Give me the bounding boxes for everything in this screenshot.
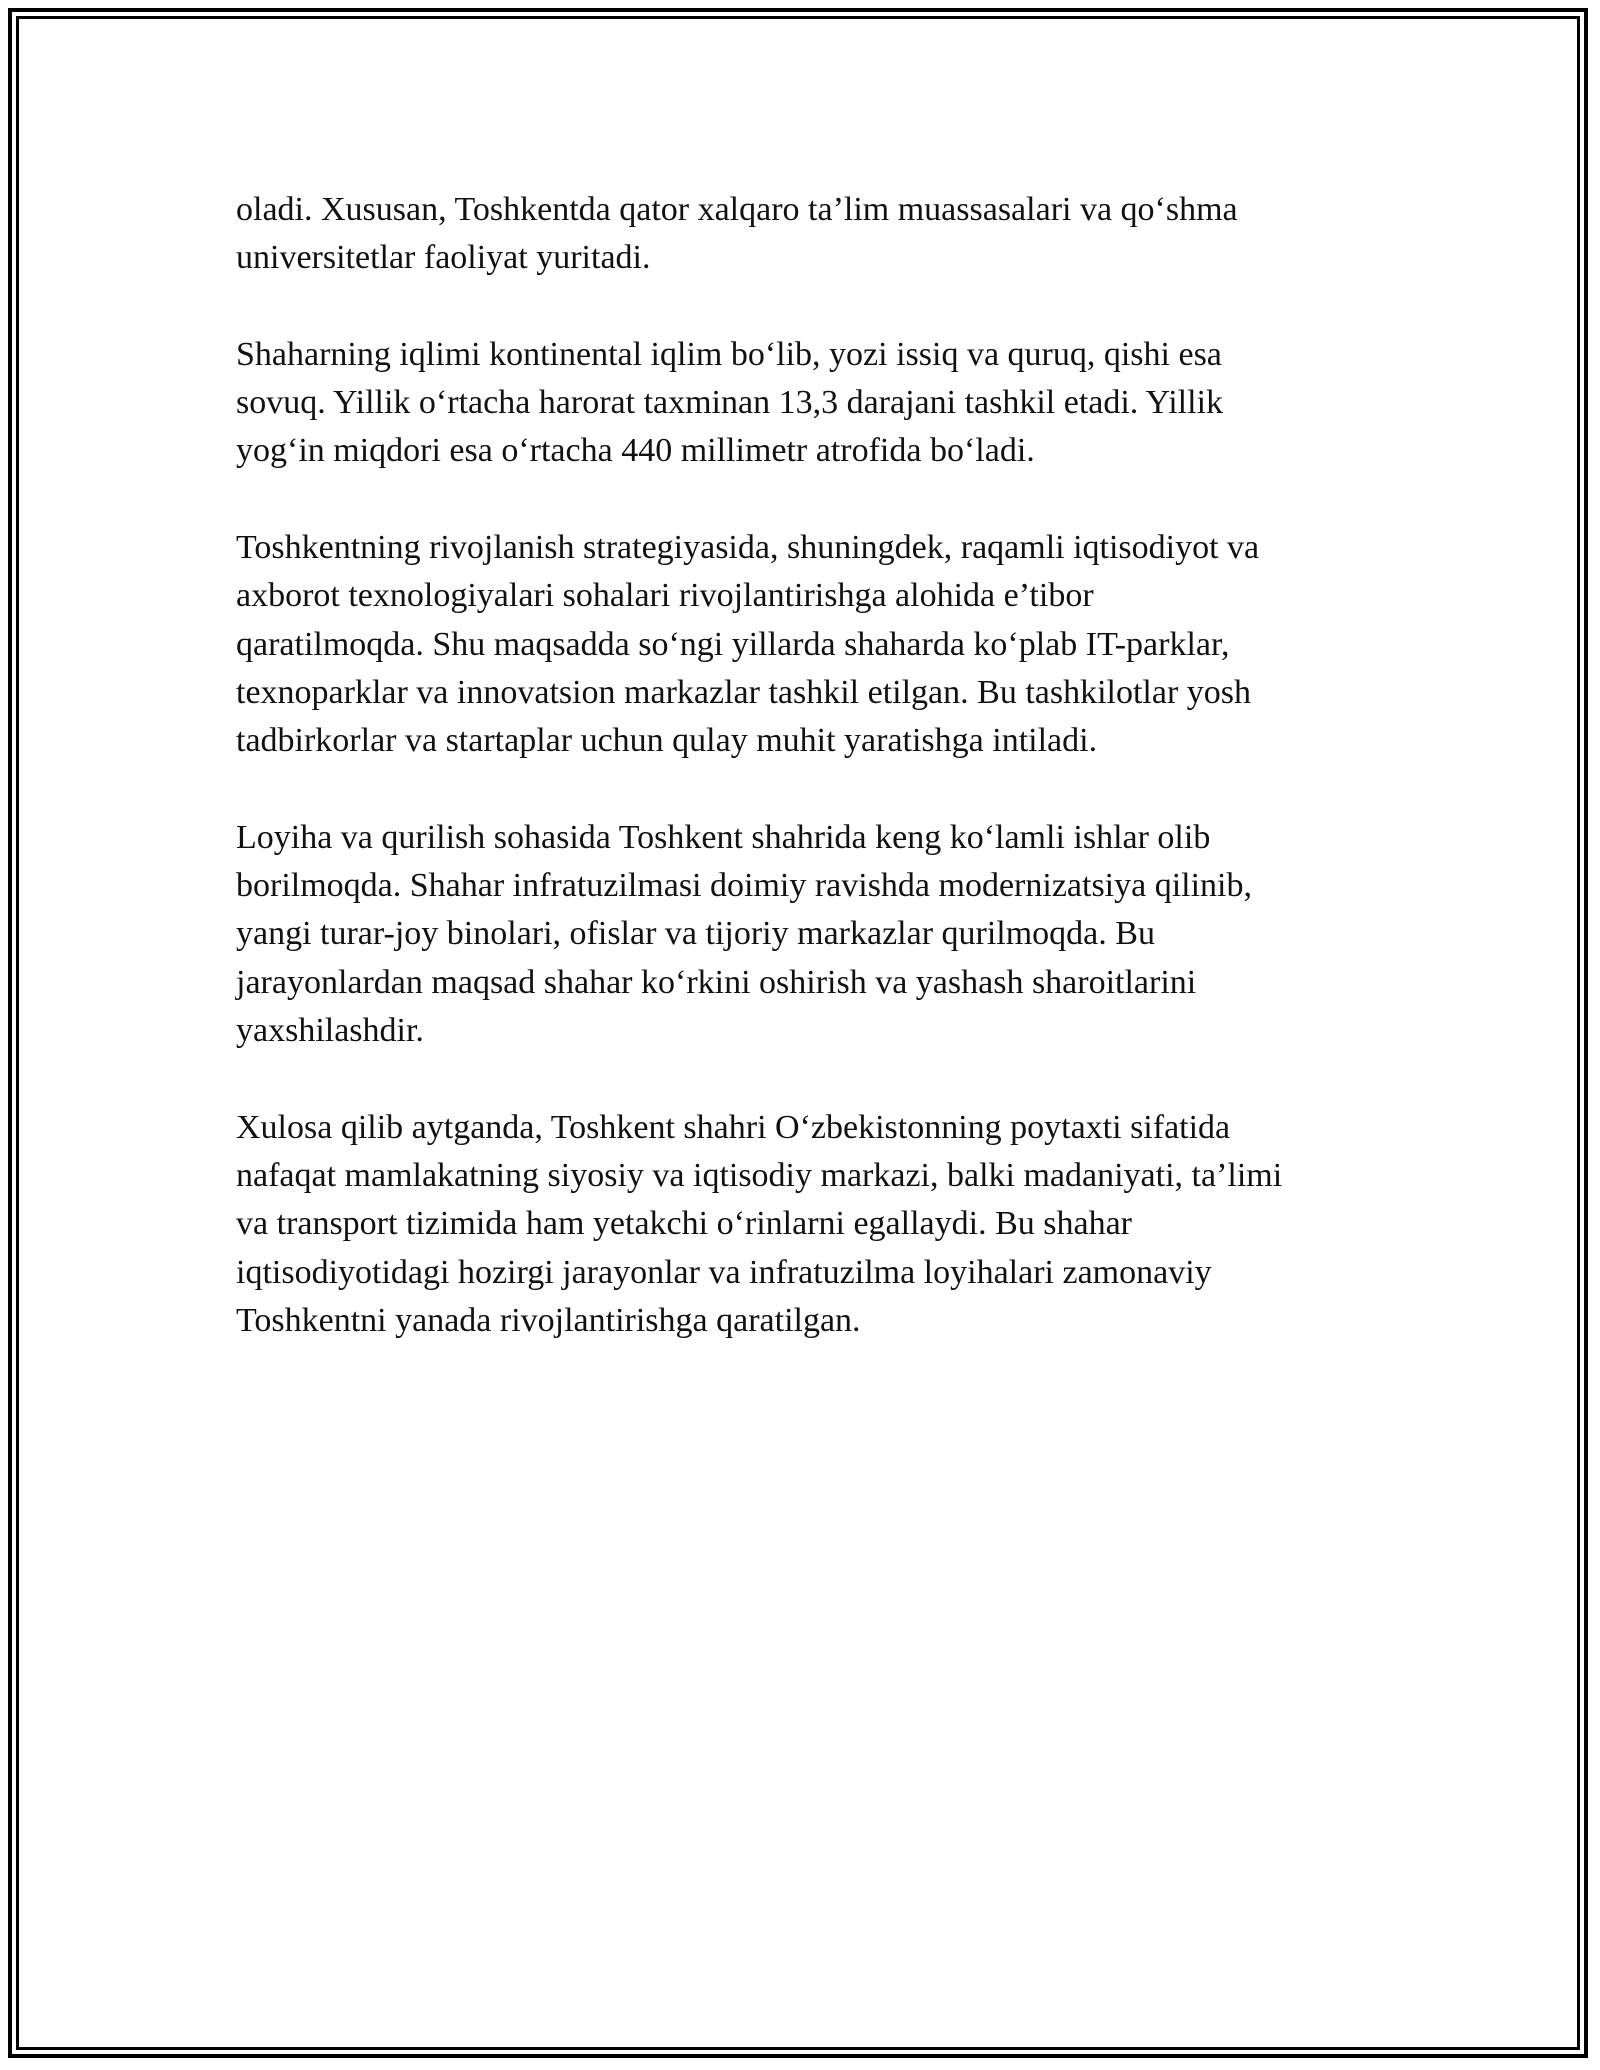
paragraph-education: oladi. Xususan, Toshkentda qator xalqaro ta’lim muassasalari va qo‘shma universitetlar faoliyat yuritadi. [236,191,1238,277]
paragraph-conclusion: Xulosa qilib aytganda, Toshkent shahri O‘zbekistonning poytaxti sifatida nafaqat mamlakatning siyosiy va iqtisodiy markazi, balki madaniyati, ta’limi va transport tizimida ham yetakchi o‘rinlarni egallaydi. Bu shahar iqtisodiyotidagi hozirgi jarayonlar va infratuzilma loyihalari zamonaviy Toshkentni yanada rivojlantirishga qaratilgan. [236,1108,1283,1339]
paragraph-climate: Shaharning iqlimi kontinental iqlim bo‘lib, yozi issiq va quruq, qishi esa sovuq. Yillik o‘rtacha harorat taxminan 13,3 darajani tashkil etadi. Yillik yog‘in miqdori esa o‘rtacha 440 millimetr atrofida bo‘ladi. [236,335,1224,470]
document-body [236,186,1376,1393]
paragraph-construction: Loyiha va qurilish sohasida Toshkent shahrida keng ko‘lamli ishlar olib borilmoqda. Shahar infratuzilmasi doimiy ravishda modernizatsiya qilinib, yangi turar-joy binolari, ofislar va tijoriy markazlar qurilmoqda. Bu jarayonlardan maqsad shahar ko‘rkini oshirish va yashash sharoitlarini yaxshilashdir. [236,818,1252,1050]
paragraph-digital-economy: Toshkentning rivojlanish strategiyasida, shuningdek, raqamli iqtisodiyot va axborot texnologiyalari sohalari rivojlantirishga alohida e’tibor qaratilmoqda. Shu maqsadda so‘ngi yillarda shaharda ko‘plab IT-parklar, texnoparklar va innovatsion markazlar tashkil etilgan. Bu tashkilotlar yosh tadbirkorlar va startaplar uchun qulay muhit yaratishga intiladi. [236,529,1260,760]
